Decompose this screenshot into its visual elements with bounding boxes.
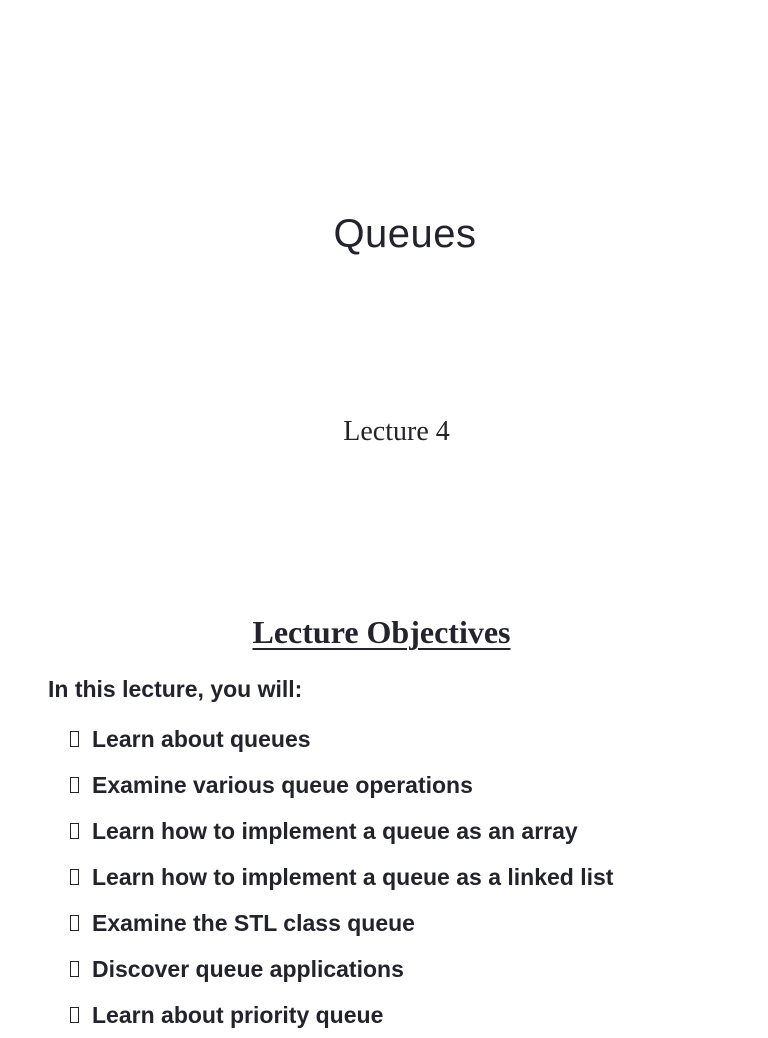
missing-glyph-box-icon	[70, 869, 79, 885]
list-item	[70, 716, 613, 762]
objective-text: Discover queue applications	[92, 955, 404, 982]
objective-text: Learn about queues	[92, 725, 311, 752]
missing-glyph-box-icon	[70, 915, 79, 931]
objective-text: Examine the STL class queue	[92, 909, 415, 936]
list-item	[70, 762, 613, 808]
list-item	[70, 854, 613, 900]
objectives-list	[70, 716, 613, 1038]
missing-glyph-box-icon	[70, 823, 79, 839]
missing-glyph-box-icon	[70, 961, 79, 977]
missing-glyph-box-icon	[70, 1007, 79, 1023]
missing-glyph-box-icon	[70, 731, 79, 747]
list-item	[70, 946, 613, 992]
lecture-subtitle: Lecture 4	[343, 416, 450, 447]
list-item	[70, 808, 613, 854]
objectives-heading: Lecture Objectives	[252, 614, 511, 650]
list-item	[70, 900, 613, 946]
objective-text: Learn about priority queue	[92, 1001, 384, 1028]
objective-text: Examine various queue operations	[92, 771, 473, 798]
list-item	[70, 992, 613, 1038]
missing-glyph-box-icon	[70, 777, 79, 793]
objective-text: Learn how to implement a queue as a linked list	[92, 863, 614, 890]
objectives-intro: In this lecture, you will:	[48, 676, 303, 702]
objective-text: Learn how to implement a queue as an array	[92, 817, 578, 844]
page-title: Queues	[333, 212, 477, 256]
